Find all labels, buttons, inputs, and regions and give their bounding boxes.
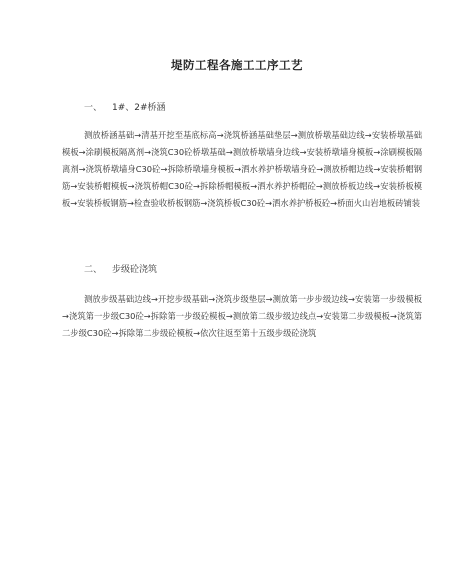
section-heading-step-concrete	[84, 262, 157, 275]
section-number: 二、	[84, 265, 103, 275]
section-body-step-concrete: 测放步级基础边线→开挖步级基础→浇筑步级垫层→测放第一步步级边线→安装第一步级模板→浇筑第一步级C30砼→拆除第一步级砼模板→测放第二级步级边线点→安装第二步级模板→浇筑第二步级C30砼→拆除第二步级砼模板→依次往返至第十五级步级砼浇筑	[62, 294, 422, 338]
section-heading-text: 步级砼浇筑	[112, 265, 158, 275]
section-body-bridge-culvert: 测放桥涵基础→清基开挖至基底标高→浇筑桥涵基础垫层→测放桥墩基础边线→安装桥墩基础模板→涂刷模板隔离剂→浇筑C30砼桥墩基础→测放桥墩墙身边线→安装桥墩墙身模板→涂刷模板隔离剂→浇筑桥墩墙身C30砼→拆除桥墩墙身模板→洒水养护桥墩墙身砼→测放桥帽边线→安装桥帽钢筋→安装桥帽模板→浇筑桥帽C30砼→拆除桥帽模板→洒水养护桥帽砼→测放桥板边线→安装桥板模板→安装桥板钢筋→检查验收桥板钢筋→浇筑桥板C30砼→洒水养护桥板砼→桥面火山岩地板砖铺装	[62, 130, 422, 208]
section-number: 一、	[84, 103, 103, 113]
section-heading-text: 1#、2#桥涵	[112, 103, 166, 113]
document-title: 堤防工程各施工工序工艺	[171, 58, 303, 72]
section-heading-bridge-culvert	[84, 100, 166, 113]
